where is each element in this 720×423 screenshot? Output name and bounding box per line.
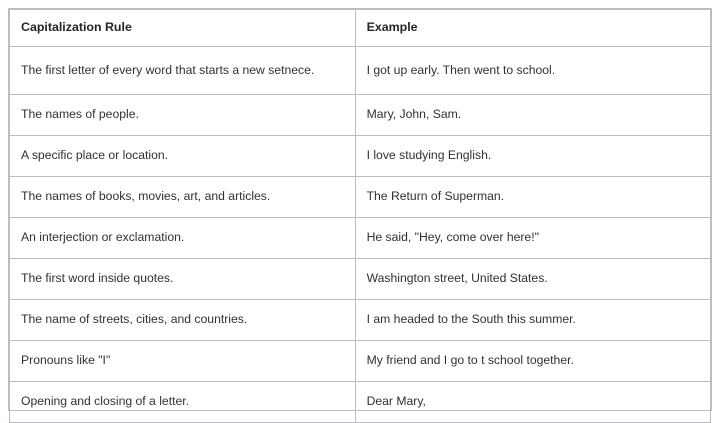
example-cell xyxy=(355,176,710,217)
column-header-rule: Capitalization Rule xyxy=(10,10,356,47)
rule-cell xyxy=(10,217,356,258)
table-body xyxy=(10,46,711,422)
table-row xyxy=(10,176,711,217)
table-row xyxy=(10,217,711,258)
example-text: I got up early. Then went to school. xyxy=(366,62,556,77)
rule-text: The name of streets, cities, and countries. xyxy=(21,312,248,327)
table-row xyxy=(10,258,711,299)
rule-text: Opening and closing of a letter. xyxy=(21,394,190,409)
rule-text: An interjection or exclamation. xyxy=(21,230,185,245)
example-text: The Return of Superman. xyxy=(366,189,505,204)
table-row xyxy=(10,299,711,340)
rule-cell xyxy=(10,299,356,340)
rule-cell xyxy=(10,94,356,135)
table-header xyxy=(10,10,711,47)
example-cell xyxy=(355,340,710,381)
example-text: I am headed to the South this summer. xyxy=(366,312,576,327)
rule-text: The names of books, movies, art, and articles. xyxy=(21,189,271,204)
rule-cell xyxy=(10,381,356,422)
table-row xyxy=(10,46,711,94)
rule-text: The first letter of every word that starts a new setnece. xyxy=(21,62,315,77)
table-header-row xyxy=(10,10,711,47)
table-row xyxy=(10,135,711,176)
table-row xyxy=(10,381,711,422)
example-cell xyxy=(355,299,710,340)
rule-text: Pronouns like "I" xyxy=(21,353,111,368)
example-text: Mary, John, Sam. xyxy=(366,107,462,122)
rule-cell xyxy=(10,258,356,299)
capitalization-rules-table-container xyxy=(8,8,712,411)
example-text: Washington street, United States. xyxy=(366,271,548,286)
rule-cell xyxy=(10,46,356,94)
rule-cell xyxy=(10,176,356,217)
example-cell xyxy=(355,217,710,258)
example-text: He said, "Hey, come over here!" xyxy=(366,230,539,245)
table-row xyxy=(10,94,711,135)
rule-cell xyxy=(10,135,356,176)
column-header-example: Example xyxy=(355,10,710,47)
example-cell xyxy=(355,94,710,135)
example-text: My friend and I go to t school together. xyxy=(366,353,574,368)
example-cell xyxy=(355,135,710,176)
rule-text: A specific place or location. xyxy=(21,148,169,163)
example-text: Dear Mary, xyxy=(366,394,426,409)
rule-cell xyxy=(10,340,356,381)
example-cell xyxy=(355,381,710,422)
capitalization-rules-table xyxy=(9,9,711,423)
example-text: I love studying English. xyxy=(366,148,492,163)
table-row xyxy=(10,340,711,381)
example-cell xyxy=(355,258,710,299)
rule-text: The first word inside quotes. xyxy=(21,271,174,286)
rule-text: The names of people. xyxy=(21,107,139,122)
example-cell xyxy=(355,46,710,94)
